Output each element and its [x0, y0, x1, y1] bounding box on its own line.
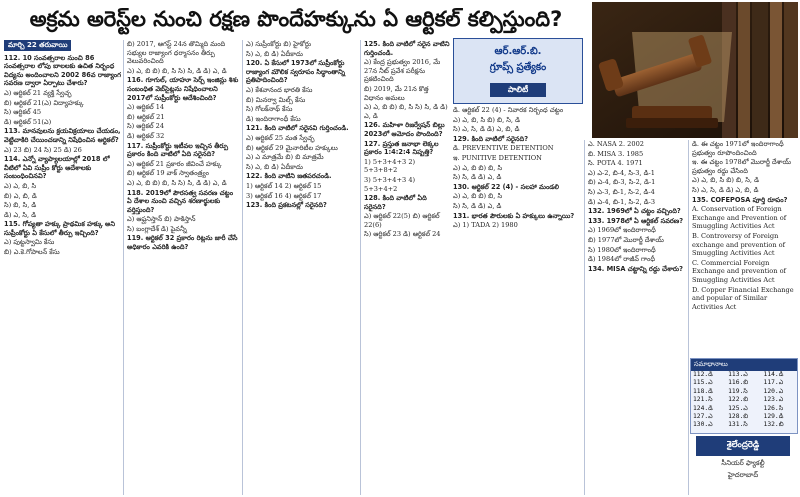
question-text: 120. ఏ కేసులో 1973లో సుప్రీంకోర్టు రాజ్యాంగ మౌలిక స్వరూపం సిద్ధాంతాన్ని ప్రతిపాదించింది? — [246, 59, 346, 85]
question-text: డి) ఎ-4, బి-1, సి-2, డి-3 — [588, 197, 656, 206]
question-text: బి) ఆర్టికల్ 21 — [127, 112, 165, 121]
column-divider — [242, 40, 243, 495]
question-text: 126. మహిళా రిజర్వేషన్ బిల్లు 2023లో ఆమోదం పొందింది? — [364, 121, 445, 138]
answer-row — [691, 413, 797, 421]
question-text: ఎ) 23 బి) 24 సి) 25 డి) 26 — [4, 145, 82, 154]
answer-cell: 132.బి — [763, 421, 784, 429]
column-divider — [584, 140, 585, 495]
question-text: 123. కింది ప్రకటనల్లో సరైనది? — [246, 201, 327, 210]
question-text: ఎ) ఆర్టికల్ 14 — [127, 103, 165, 112]
question-text: 1) 5+3+4+3 2) 5+3+8+2 — [364, 157, 416, 175]
question-text: 127. ప్రస్తుత జనాభా లెక్కల ప్రకారం 1:4:2:4 నిష్పత్తి? — [364, 139, 439, 157]
question-text: ఎ) ఆర్టికల్ 21 వ్యక్తి స్వేచ్ఛ — [4, 88, 72, 97]
answer-cell: 117.ఎ — [763, 379, 784, 387]
question-text: ఎ. NASA 2. 2002 — [588, 140, 644, 148]
question-text: సి) ఎ-3, బి-1, సి-2, డి-4 — [588, 187, 655, 196]
answer-cell: 112.డి — [693, 371, 713, 378]
question-text: బి. MISA 3. 1985 — [588, 149, 644, 158]
question-text: సి) ఎ, సి, డి డి) ఎ, బి, డి — [453, 125, 520, 134]
badge-line1: ఆర్.ఆర్.బి. — [494, 46, 542, 57]
subject-chip: పాలిటీ — [490, 83, 546, 97]
answers-box — [690, 358, 798, 434]
question-text: 135. COFEPOSA పూర్తి రూపం? — [692, 195, 788, 204]
answer-cell: 129.డి — [763, 413, 784, 421]
question-text: 118. 2019లో పౌరసత్వ సవరణ చట్టం ఏ దేశాల నుంచి వచ్చిన శరణార్థులకు వర్తిస్తుంది? — [127, 188, 234, 214]
column-3 — [246, 40, 358, 495]
question-text: బి) ఎ-4, బి-3, సి-2, డి-1 — [588, 178, 656, 187]
question-text: ఎ) ఎ-2, బి-4, సి-3, డి-1 — [588, 168, 655, 177]
question-text: బి) 2019, మే 21న కొత్త విధానం అమలు — [364, 84, 429, 102]
question-text: డి) ఇందిరాగాంధీ కేసు — [246, 114, 301, 123]
column-1 — [4, 40, 121, 495]
question-text: బి) ఆర్టికల్ 29 మైనారిటీల హక్కులు — [246, 143, 338, 152]
answer-row — [691, 421, 797, 429]
question-text: సి) ఆర్టికల్ 23 డి) ఆర్టికల్ 24 — [364, 230, 441, 239]
column-divider — [688, 140, 689, 495]
answer-cell: 121.సి — [693, 396, 713, 404]
question-text: ఎ) ఎ, బి, సి — [4, 181, 37, 190]
question-text: ఎ) ఆర్టికల్ 21 ప్రకారం జీవించే హక్కు — [127, 159, 222, 168]
question-text: 128. కింది వాటిలో ఏది సరైనది? — [364, 194, 427, 211]
gavel-illustration-icon — [592, 2, 798, 138]
author-place: హైదరాబాద్ — [727, 471, 759, 479]
answer-cell: 120.ఎ — [763, 387, 784, 395]
column-5 — [453, 106, 581, 495]
question-text: 122. కింది వాటిని జతపరచండి. — [246, 172, 332, 181]
author-name: శైలేంద్రరెడ్డి — [696, 436, 790, 456]
question-text: డి) ఎ, సి, డి — [4, 210, 37, 219]
question-text: ఎ) ఎ, బి బి) బి, సి — [453, 163, 503, 172]
answer-row — [691, 379, 797, 387]
section-badge — [453, 38, 583, 104]
question-text: 129. కింది వాటిలో సరైనది? — [453, 134, 529, 143]
question-text: ఇ. ఈ చట్టం 1978లో మొరార్జీ దేశాయ్ ప్రభుత్వం రద్దు చేసింది — [692, 158, 791, 175]
question-text: ఎ) ఆర్టికల్ 25 మత స్వేచ్ఛ — [246, 133, 315, 142]
question-text: డి) 1984లో రాజీవ్ గాంధీ — [588, 255, 655, 264]
question-text: ఎ) ఎ, బి బి) బి, సి సి) సి, డి డి) ఎ, డి — [127, 66, 227, 75]
answer-cell: 124.డి — [693, 404, 713, 412]
answer-row — [691, 396, 797, 404]
answers-header: సమాధానాలు — [691, 359, 797, 371]
question-text: ఎ) పుట్టస్వామి కేసు — [4, 238, 55, 247]
question-text: 131. భారత పౌరులకు ఏ హక్కులు ఉన్నాయి? — [453, 211, 575, 220]
continuation-chip: మార్చి 22 తరువాయి — [4, 40, 71, 51]
question-text: ఎ) సుప్రీంకోర్టు బి) హైకోర్టు — [246, 40, 312, 48]
column-2 — [127, 40, 240, 495]
question-text: ఎ) ఎ, బి బి) బి, సి సి) సి, డి డి) ఎ, డి — [127, 178, 227, 187]
question-text: బి) మినర్వా మిల్స్ కేసు — [246, 95, 306, 104]
question-text: డి. ఈ చట్టం 1971లో ఇందిరాగాంధీ ప్రభుత్వం రూపొందించింది — [692, 140, 784, 157]
question-text: డి) ఆర్టికల్ 51(ఎ) — [4, 117, 52, 126]
question-text: 3) 5+3+4+3 4) 5+3+4+2 — [364, 175, 416, 193]
column-7 — [692, 140, 796, 354]
question-text: డి) ఆర్టికల్ 32 — [127, 131, 165, 140]
question-text: 1) ఆర్టికల్ 14 2) ఆర్టికల్ 15 — [246, 181, 322, 190]
question-text: బి) ఆర్టికల్ 21(ఎ) విద్యాహక్కు — [4, 98, 84, 107]
question-text: ఎ) ఆర్టికల్ 22(5) బి) ఆర్టికల్ 22(6) — [364, 212, 440, 229]
question-text: C. Commercial Foreign Exchange and prevention of Smuggling Activities Act — [692, 258, 786, 284]
question-text: బి) ఎ.కె.గోపాలన్ కేసు — [4, 248, 60, 257]
question-text: ఎ) ఎ, బి, సి బి) బి, సి, డి — [453, 115, 520, 124]
question-text: 132. 1969లో ఏ చట్టం వచ్చింది? — [588, 207, 681, 216]
column-6 — [588, 140, 686, 495]
question-text: ఎ) ఎ, బి బి) బి, సి — [453, 192, 503, 201]
answer-cell: 131.సి — [728, 421, 748, 429]
answer-cell: 115.ఎ — [693, 379, 713, 387]
question-text: 113. మానవులను క్రయవిక్రయాలు చేయడం, వెట్టిచాకిరి చేయించడాన్ని నిషేధించిన ఆర్టికల్? — [4, 127, 121, 144]
question-text: 119. ఆర్టికల్ 32 ప్రకారం రిట్లను జారీ చేసే అధికారం ఎవరికి ఉంది? — [127, 234, 238, 252]
question-text: సి) బి, సి, డి — [4, 201, 37, 210]
question-text: 117. సుప్రీంకోర్టు ఇటీవల ఇచ్చిన తీర్పు ప్రకారం కింది వాటిలో ఏది సరైనది? — [127, 141, 229, 159]
answer-cell: 116.బి — [728, 379, 749, 387]
question-text: 134. MISA చట్టాన్ని రద్దు చేశారు? — [588, 264, 683, 273]
question-text: ఎ) 1) TADA 2) 1980 — [453, 221, 518, 230]
question-text: సి) 1980లో ఇందిరాగాంధీ — [588, 245, 656, 254]
answer-cell: 114.డి — [763, 371, 784, 378]
question-text: 112. 10 సంవత్సరాల నుంచి 86 సంవత్సరాల లోపు బాలలకు ఉచిత నిర్బంధ విద్యను అందించాలని 2002 86వ రాజ్యాంగ సవరణ ద్వారా ఏర్పాటు చేశారు? — [4, 53, 121, 88]
question-text: A. Conservation of Foreign Exchange and Prevention of Smuggling Activities Act — [692, 205, 787, 231]
question-text: ఎ) ఎ, బి, సి బి) బి, సి, డి — [692, 176, 759, 185]
author-role: సీనియర్ ఫ్యాకల్టీ — [721, 459, 765, 467]
question-text: 133. 1978లో ఏ ఆర్టికల్ సవరణ? — [588, 216, 684, 225]
question-text: సి) ఎ, బి డి) ఏదీకాదు — [246, 162, 303, 171]
question-text: ఎ) ఎ, బి బి) బి, సి సి) సి, డి డి) ఎ, డి — [364, 103, 448, 120]
column-4 — [364, 40, 450, 495]
gavel-photo — [592, 2, 798, 138]
headline: అక్రమ అరెస్ట్‌ల నుంచి రక్షణ పొందేహక్కును ఏ ఆర్టికల్ కల్పిస్తుంది? — [29, 7, 563, 31]
answer-cell: 126.సి — [763, 404, 784, 412]
question-text: బి) ఆర్టికల్ 19 వాక్ స్వాతంత్ర్యం — [127, 169, 210, 178]
question-text: సి) గోలక్‌నాథ్ కేసు — [246, 105, 293, 114]
question-text: డి. PREVENTIVE DETENTION — [453, 144, 554, 153]
question-text: D. Copper Financial Exchange and popular of Similar Activities Act — [692, 285, 794, 311]
author-box — [690, 436, 796, 496]
badge-line2: గ్రూప్స్ ప్రత్యేకం — [489, 62, 547, 73]
answer-row — [691, 371, 797, 379]
question-text: ఇ. PUNITIVE DETENTION — [453, 153, 542, 162]
question-text: సి) సి, డి డి) ఎ, డి — [453, 201, 502, 210]
question-text: బి) 1977లో మొరార్జీ దేశాయ్ — [588, 235, 664, 244]
question-text: సి) బంగ్లాదేశ్ డి) పైవన్నీ — [127, 224, 187, 233]
question-text: బి) ఎ, బి, డి — [4, 191, 37, 200]
question-text: డి. ఆర్టికల్ 22 (4) - నివారక నిర్బంధ చట్టం — [453, 106, 564, 114]
question-text: ఎ) 1969లో ఇందిరాగాంధీ — [588, 226, 656, 235]
question-text: సి. POTA 4. 1971 — [588, 159, 643, 168]
question-text: 125. కింది వాటిలో సరైన వాటిని గుర్తించండి. — [364, 40, 450, 57]
question-text: సి) ఎ, బి డి) ఏదీకాదు — [246, 49, 303, 58]
question-text: 116. గూగుల్, యాహూ సెర్చ్ ఇంజిన్లు శిశు సంబంధిత వెబ్‌సైట్లను నిషేధించాలని 2017లో సుప్రీంకోర్టు ఆదేశించింది? — [127, 76, 239, 102]
answer-cell: 113.ఎ — [728, 371, 748, 378]
question-text: 3) ఆర్టికల్ 16 4) ఆర్టికల్ 17 — [246, 191, 322, 200]
question-text: B. Controversy of Foreign exchange and prevention of Smuggling Activities Act — [692, 231, 786, 258]
answer-row — [691, 405, 797, 413]
question-text: ఎ) కేంద్ర ప్రభుత్వం 2016, మే 27న నీట్ ప్రవేశ పరీక్షను ప్రకటించింది — [364, 58, 441, 84]
answer-cell: 125.ఎ — [728, 404, 748, 412]
question-text: సి) ఆర్టికల్ 45 — [4, 108, 42, 117]
column-divider — [123, 40, 124, 495]
question-text: సి) సి, డి డి) ఎ, డి — [453, 173, 502, 182]
column-divider — [360, 40, 361, 495]
question-text: 130. ఆర్టికల్ 22 (4) - సలహా మండలి — [453, 182, 560, 191]
question-text: బి) 2017, ఆగస్ట్ 24న తొమ్మిది మంది సభ్యుల రాజ్యాంగ ధర్మాసనం తీర్పు వెలువరించింది — [127, 40, 226, 66]
question-text: 121. కింది వాటిలో సరైనవి గుర్తించండి. — [246, 124, 349, 133]
question-text: సి) ఆర్టికల్ 24 — [127, 122, 165, 131]
question-text: ఎ) ఎ మాత్రమే బి) బి మాత్రమే — [246, 153, 324, 162]
answer-cell: 119.సి — [728, 387, 748, 395]
answer-row — [691, 388, 797, 396]
answer-cell: 122.బి — [728, 396, 749, 404]
question-text: 114. ఎన్నో వ్యాప్యాలయాల్లో 2018 లో వీటిలో ఏవి సుప్రీం కోర్టు ఆదేశాలకు సంబంధించినవి? — [4, 155, 110, 181]
answer-cell: 123.ఎ — [763, 396, 784, 404]
answer-cell: 127.ఎ — [693, 413, 713, 421]
answer-cell: 128.బి — [728, 413, 749, 421]
question-text: ఎ) కేశవానంద భారతి కేసు — [246, 85, 313, 94]
answers-table — [691, 371, 797, 430]
answer-cell: 130.ఎ — [693, 421, 713, 429]
question-text: ఎ) ఆఫ్ఘనిస్తాన్ బి) పాకిస్తాన్ — [127, 215, 196, 224]
question-text: సి) ఎ, సి, డి డి) ఎ, బి, డి — [692, 185, 759, 194]
answer-cell: 118.డి — [693, 387, 713, 395]
question-text: 115. గోప్యతా హక్కు ప్రాథమిక హక్కు అని సుప్రీంకోర్టు ఏ కేసులో తీర్పు ఇచ్చింది? — [4, 220, 115, 237]
